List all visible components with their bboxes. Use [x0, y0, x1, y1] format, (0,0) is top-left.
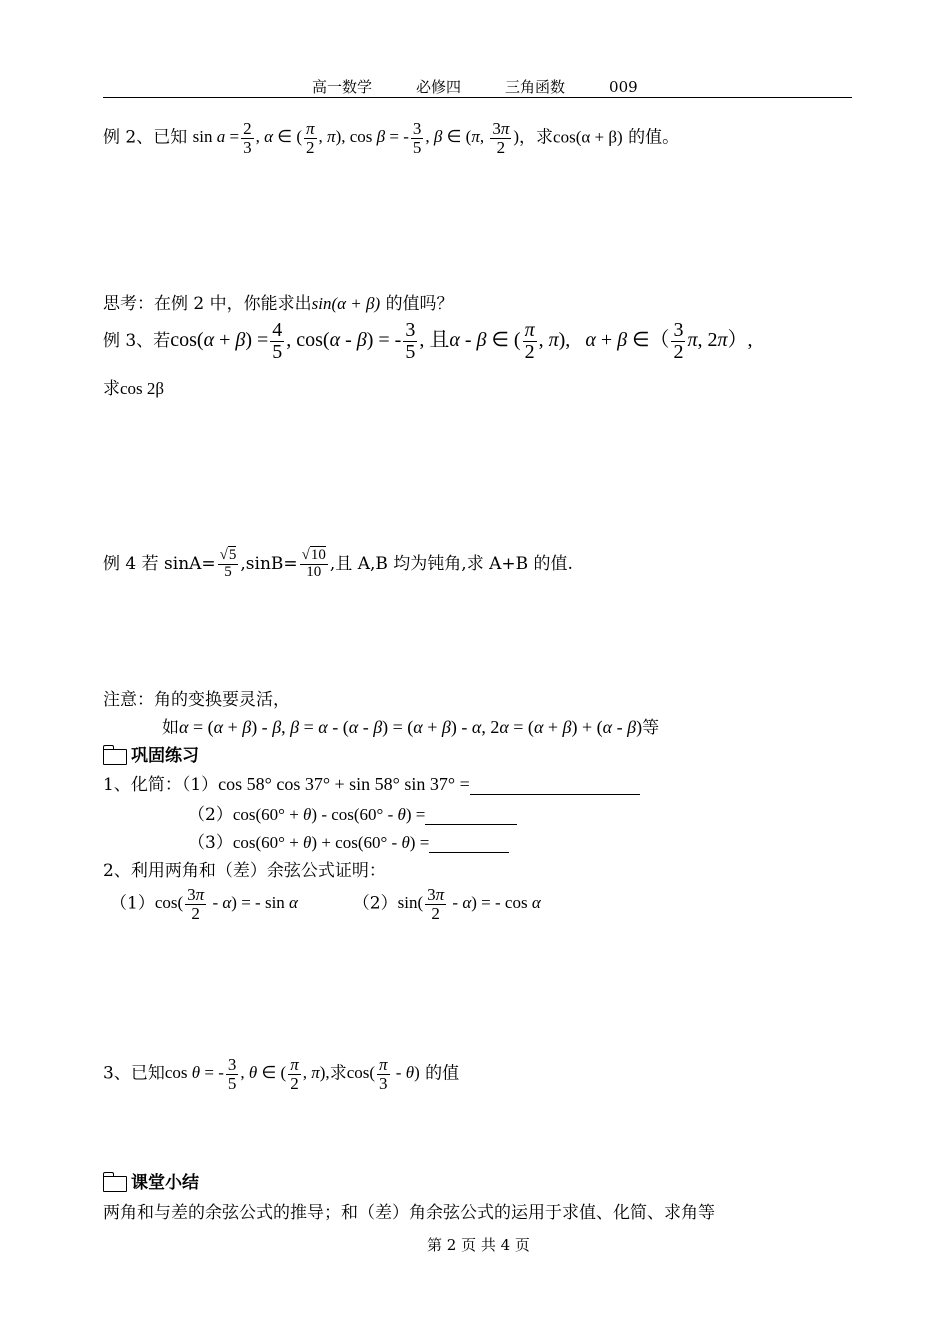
example-2-tail: ，求 — [519, 127, 554, 148]
practice-heading — [103, 741, 199, 766]
practice-title: 巩固练习 — [131, 746, 199, 766]
page-footer: 第 2 页 共 4 页 — [427, 1236, 530, 1254]
header-subject: 高一数学 — [312, 78, 373, 96]
think-lead: 思考：在例 2 中，你能求出 — [103, 294, 312, 314]
practice-q2: 2、利用两角和（差）余弦公式证明： — [103, 861, 386, 881]
think-end: 的值吗？ — [385, 294, 454, 314]
summary-title: 课堂小结 — [131, 1173, 199, 1193]
think-expr: sin(α + β) — [311, 294, 381, 313]
example-2-target: cos(α + β) — [553, 127, 623, 147]
header-book: 必修四 — [416, 78, 462, 96]
practice-q3-end: 的值 — [425, 1063, 460, 1084]
example-3-ask — [103, 374, 164, 399]
summary-heading — [103, 1168, 199, 1193]
example-4: 例 4 若 sinA= $\frac{√5}{5}$ ,sinB= $\frac{√10}{10}$ ,且 A,B 均为钝角,求 A+B 的值. — [103, 547, 573, 580]
note-formula: 如α = (α + β) - β, β = α - (α - β) = (α + β) - α, 2α = (α + β) + (α - β)等 — [162, 717, 660, 738]
example-4-mid: ,sinB= — [240, 553, 298, 574]
think-question — [103, 289, 454, 314]
answer-blank-3[interactable] — [429, 836, 509, 853]
example-3-label: 例 3、若 — [103, 331, 171, 352]
practice-q1-label: 1、化简：（1） — [103, 775, 219, 795]
practice-q1-2-label: （2） — [188, 805, 233, 825]
practice-q1-3-label: （3） — [188, 833, 233, 853]
folder-icon — [103, 1176, 127, 1192]
practice-q1-3: （3）cos(60° + θ) + cos(60° - θ) = — [188, 828, 509, 853]
page-header — [290, 76, 660, 97]
folder-icon — [103, 749, 127, 765]
note-title: 注意：角的变换要灵活， — [103, 690, 290, 710]
example-2-end: 的值。 — [628, 127, 680, 148]
practice-q2-items: （1）cos( $\frac{3\pi}{2}$ - α) = - sin α （2）sin( $\frac{3\pi}{2}$ - α) = - cos α — [110, 885, 541, 923]
example-2-given: sin a = $\frac{2}{3}$ , α ∈ ( $\frac{\pi}{2}$ , π), cos β = - $\frac{3}{5}$ , β ∈ (π, $\frac{3\pi}{2}$ ) — [192, 119, 520, 157]
practice-q1: 1、化简：（1）cos 58° cos 37° + sin 58° sin 37° = — [103, 770, 640, 795]
example-3 — [103, 320, 753, 363]
practice-q2-1-label: （1） — [110, 893, 155, 914]
note-deng: 等 — [642, 718, 660, 738]
example-3-qiu: 求 — [103, 379, 120, 399]
header-rule — [103, 97, 852, 98]
note-ru: 如 — [162, 718, 179, 738]
practice-q3-label: 3、已知 — [103, 1063, 165, 1084]
example-2 — [103, 120, 679, 157]
example-2-label: 例 2、已知 — [103, 127, 188, 148]
practice-q2-2-label: （2） — [352, 893, 398, 914]
header-code: 009 — [609, 78, 638, 96]
example-4-label: 例 4 若 sinA= — [103, 553, 216, 574]
example-4-tail: ,且 A,B 均为钝角,求 A+B 的值. — [329, 553, 573, 574]
practice-q3: 3、已知cos θ = - $\frac{3}{5}$ , θ ∈ ( $\frac{\pi}{2}$ , π),求cos( $\frac{\pi}{3}$ - θ) 的值 — [103, 1055, 460, 1093]
practice-q1-2: （2）cos(60° + θ) - cos(60° - θ) = — [188, 800, 517, 825]
example-3-given: cos(α + β) = $\frac{4}{5}$ , cos(α - β) = - $\frac{3}{5}$ , 且α - β ∈ ( $\frac{\pi}{2}$ , π), α + β ∈（ $\frac{3}{2}$ π, 2π）, — [170, 319, 753, 363]
header-chapter: 三角函数 — [505, 78, 566, 96]
example-3-target: cos 2β — [120, 379, 165, 398]
answer-blank-2[interactable] — [425, 808, 517, 825]
answer-blank-1[interactable] — [470, 778, 640, 795]
practice-q3-qiu: 求 — [329, 1063, 347, 1084]
summary-text: 两角和与差的余弦公式的推导；和（差）角余弦公式的运用于求值、化简、求角等 — [103, 1203, 715, 1223]
